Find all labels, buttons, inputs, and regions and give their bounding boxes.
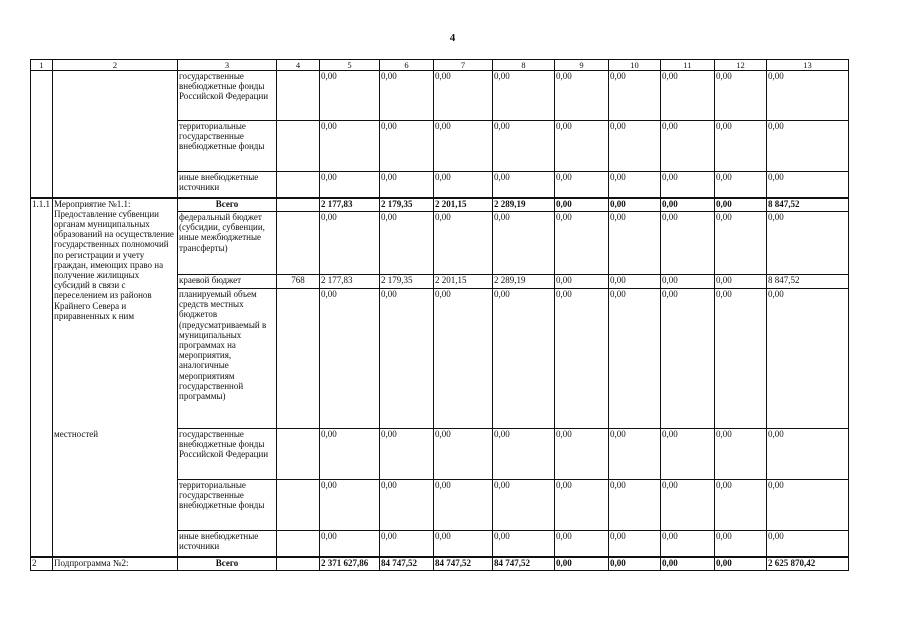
value-cell: 0,00 <box>493 71 555 121</box>
value-cell: 0,00 <box>493 480 555 531</box>
value-cell: 0,00 <box>715 198 767 212</box>
code-cell: 768 <box>277 275 320 289</box>
table-row <box>31 557 849 571</box>
value-cell: 0,00 <box>715 289 767 429</box>
code-cell <box>277 480 320 531</box>
value-cell: 0,00 <box>661 480 715 531</box>
value-cell: 0,00 <box>661 71 715 121</box>
value-cell: 0,00 <box>434 172 493 198</box>
header-cell: 3 <box>178 60 277 71</box>
value-cell: 0,00 <box>661 172 715 198</box>
value-cell: 0,00 <box>661 557 715 571</box>
row-number: 2 <box>31 557 53 571</box>
value-cell: 0,00 <box>320 172 380 198</box>
value-cell: 0,00 <box>555 71 609 121</box>
value-cell: 0,00 <box>767 71 849 121</box>
value-cell: 0,00 <box>380 212 434 275</box>
value-cell: 2 371 627,86 <box>320 557 380 571</box>
value-cell: 0,00 <box>767 289 849 429</box>
value-cell: 0,00 <box>715 212 767 275</box>
value-cell: 0,00 <box>609 172 661 198</box>
value-cell: 0,00 <box>609 531 661 557</box>
value-cell: 0,00 <box>767 172 849 198</box>
source-cell: Всего <box>178 557 277 571</box>
value-cell: 0,00 <box>380 121 434 172</box>
source-cell: Всего <box>178 198 277 212</box>
value-cell: 0,00 <box>767 429 849 480</box>
value-cell: 0,00 <box>555 212 609 275</box>
value-cell: 8 847,52 <box>767 275 849 289</box>
value-cell: 0,00 <box>715 172 767 198</box>
activity-title-tail: местностей <box>53 429 178 557</box>
value-cell: 0,00 <box>715 557 767 571</box>
row-number: 1.1.1 <box>31 198 53 557</box>
value-cell: 0,00 <box>661 275 715 289</box>
source-cell: планируемый объем средств местных бюджетов (предусматриваемый в муниципальных программах на мероприятия, аналогичные мероприятиям государственной программы) <box>178 289 277 429</box>
value-cell: 0,00 <box>661 198 715 212</box>
source-cell: территориальные государственные внебюджетные фонды <box>178 121 277 172</box>
value-cell: 0,00 <box>767 531 849 557</box>
value-cell: 0,00 <box>493 212 555 275</box>
header-cell: 13 <box>767 60 849 71</box>
code-cell <box>277 531 320 557</box>
value-cell: 0,00 <box>555 172 609 198</box>
value-cell: 0,00 <box>661 121 715 172</box>
value-cell: 2 201,15 <box>434 198 493 212</box>
value-cell: 0,00 <box>493 531 555 557</box>
value-cell: 0,00 <box>715 429 767 480</box>
value-cell: 0,00 <box>434 480 493 531</box>
title-cell-empty <box>53 71 178 198</box>
header-cell: 4 <box>277 60 320 71</box>
value-cell: 0,00 <box>380 531 434 557</box>
value-cell: 0,00 <box>609 212 661 275</box>
value-cell: 0,00 <box>609 198 661 212</box>
source-cell: иные внебюджетные источники <box>178 531 277 557</box>
value-cell: 2 177,83 <box>320 275 380 289</box>
budget-table <box>30 59 849 571</box>
header-cell: 12 <box>715 60 767 71</box>
value-cell: 0,00 <box>609 480 661 531</box>
value-cell: 0,00 <box>380 429 434 480</box>
code-cell <box>277 121 320 172</box>
value-cell: 2 201,15 <box>434 275 493 289</box>
value-cell: 0,00 <box>715 275 767 289</box>
value-cell: 0,00 <box>767 121 849 172</box>
value-cell: 0,00 <box>434 121 493 172</box>
value-cell: 0,00 <box>493 429 555 480</box>
source-cell: территориальные государственные внебюджетные фонды <box>178 480 277 531</box>
code-cell <box>277 212 320 275</box>
header-cell: 5 <box>320 60 380 71</box>
value-cell: 0,00 <box>493 289 555 429</box>
value-cell: 0,00 <box>609 289 661 429</box>
source-cell: государственные внебюджетные фонды Российской Федерации <box>178 71 277 121</box>
value-cell: 2 177,83 <box>320 198 380 212</box>
value-cell: 0,00 <box>493 121 555 172</box>
source-cell: федеральный бюджет (субсидии, субвенции, иные межбюджетные трансферты) <box>178 212 277 275</box>
value-cell: 0,00 <box>555 198 609 212</box>
value-cell: 84 747,52 <box>493 557 555 571</box>
num-cell-empty <box>31 71 53 198</box>
value-cell: 0,00 <box>555 480 609 531</box>
value-cell: 0,00 <box>380 480 434 531</box>
value-cell: 0,00 <box>609 275 661 289</box>
value-cell: 0,00 <box>555 531 609 557</box>
header-cell: 6 <box>380 60 434 71</box>
activity-title: Мероприятие №1.1: Предоставление субвенции органам муниципальных образований на осуществление государственных полномочий по регистрации и учету граждан, имеющих право на получение жилищных субсидий в связи с переселением из районов Крайнего Севера и приравненных к ним <box>53 198 178 429</box>
value-cell: 0,00 <box>320 480 380 531</box>
header-row <box>31 60 849 71</box>
value-cell: 8 847,52 <box>767 198 849 212</box>
header-cell: 8 <box>493 60 555 71</box>
value-cell: 0,00 <box>715 531 767 557</box>
source-cell: краевой бюджет <box>178 275 277 289</box>
value-cell: 2 625 870,42 <box>767 557 849 571</box>
value-cell: 0,00 <box>609 557 661 571</box>
value-cell: 0,00 <box>609 121 661 172</box>
code-cell <box>277 557 320 571</box>
value-cell: 0,00 <box>767 212 849 275</box>
header-cell: 2 <box>53 60 178 71</box>
value-cell: 0,00 <box>555 121 609 172</box>
value-cell: 84 747,52 <box>380 557 434 571</box>
value-cell: 0,00 <box>661 531 715 557</box>
header-cell: 9 <box>555 60 609 71</box>
value-cell: 0,00 <box>320 212 380 275</box>
value-cell: 0,00 <box>320 71 380 121</box>
page-number: 4 <box>449 32 456 44</box>
value-cell: 84 747,52 <box>434 557 493 571</box>
value-cell: 2 289,19 <box>493 275 555 289</box>
code-cell <box>277 71 320 121</box>
source-cell: иные внебюджетные источники <box>178 172 277 198</box>
source-cell: государственные внебюджетные фонды Российской Федерации <box>178 429 277 480</box>
table-row <box>31 71 849 121</box>
value-cell: 0,00 <box>661 429 715 480</box>
value-cell: 0,00 <box>555 429 609 480</box>
value-cell: 2 179,35 <box>380 275 434 289</box>
header-cell: 7 <box>434 60 493 71</box>
code-cell <box>277 198 320 212</box>
table-row <box>31 429 849 480</box>
value-cell: 0,00 <box>320 429 380 480</box>
value-cell: 0,00 <box>661 289 715 429</box>
value-cell: 0,00 <box>434 531 493 557</box>
value-cell: 0,00 <box>320 289 380 429</box>
value-cell: 0,00 <box>320 531 380 557</box>
value-cell: 0,00 <box>434 71 493 121</box>
value-cell: 0,00 <box>380 289 434 429</box>
value-cell: 0,00 <box>715 71 767 121</box>
value-cell: 0,00 <box>767 480 849 531</box>
header-cell: 1 <box>31 60 53 71</box>
value-cell: 0,00 <box>661 212 715 275</box>
value-cell: 0,00 <box>493 172 555 198</box>
value-cell: 0,00 <box>609 71 661 121</box>
header-cell: 10 <box>609 60 661 71</box>
code-cell <box>277 172 320 198</box>
value-cell: 0,00 <box>434 429 493 480</box>
value-cell: 0,00 <box>434 212 493 275</box>
value-cell: 0,00 <box>555 289 609 429</box>
value-cell: 0,00 <box>320 121 380 172</box>
code-cell <box>277 289 320 429</box>
code-cell <box>277 429 320 480</box>
value-cell: 0,00 <box>555 275 609 289</box>
value-cell: 0,00 <box>715 121 767 172</box>
subprogram-title: Подпрограмма №2: <box>53 557 178 571</box>
value-cell: 0,00 <box>715 480 767 531</box>
value-cell: 0,00 <box>380 71 434 121</box>
value-cell: 0,00 <box>434 289 493 429</box>
value-cell: 2 179,35 <box>380 198 434 212</box>
value-cell: 2 289,19 <box>493 198 555 212</box>
header-cell: 11 <box>661 60 715 71</box>
value-cell: 0,00 <box>555 557 609 571</box>
value-cell: 0,00 <box>609 429 661 480</box>
value-cell: 0,00 <box>380 172 434 198</box>
table-row <box>31 198 849 212</box>
